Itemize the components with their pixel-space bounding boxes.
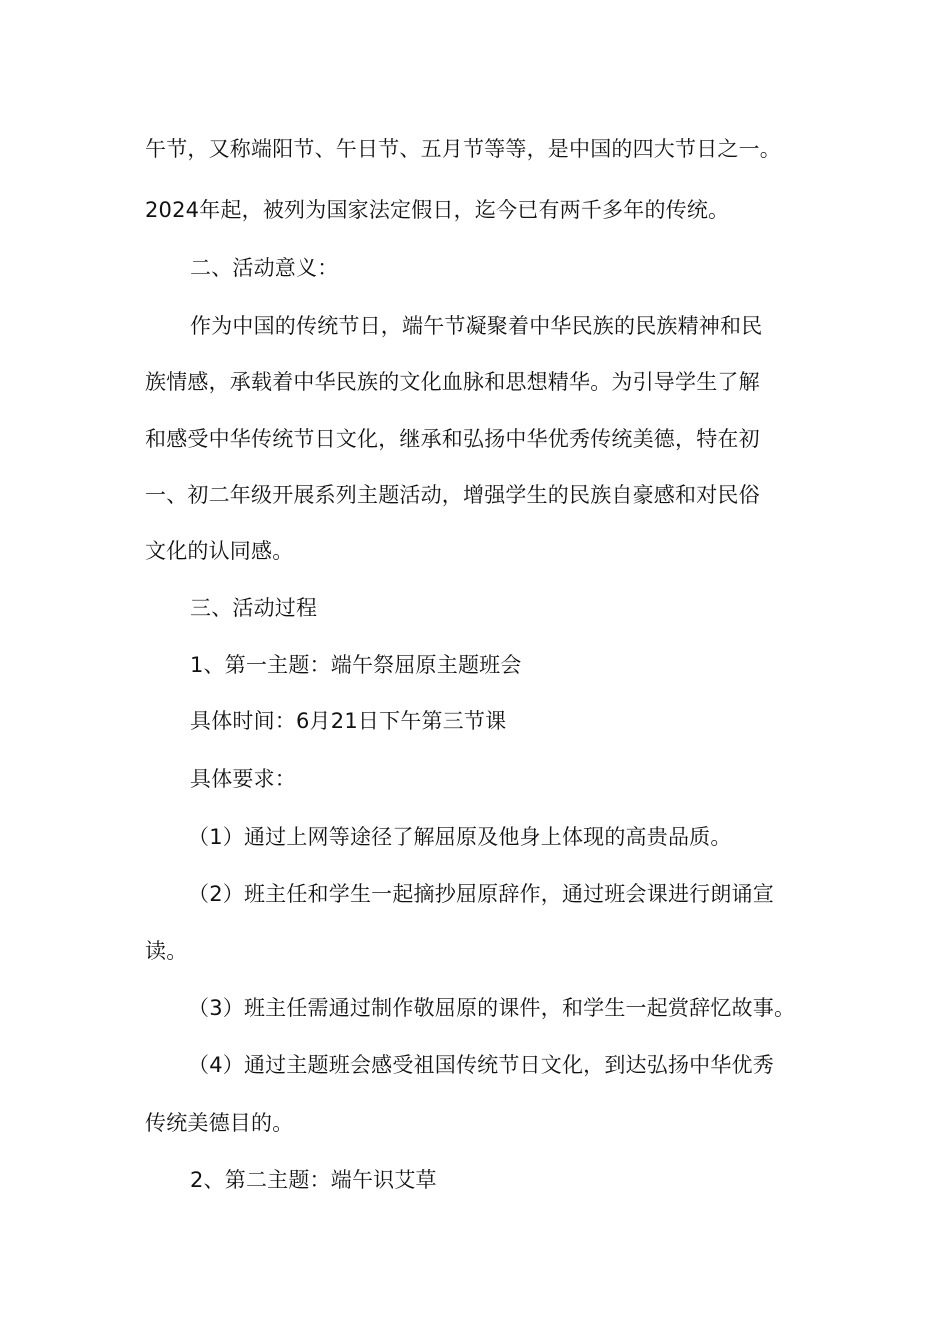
- topic-heading: 1、第一主题：端午祭屈原主题班会: [190, 653, 522, 677]
- list-item: （2）班主任和学生一起摘抄屈原辞作，通过班会课进行朗诵宣: [188, 882, 774, 906]
- list-item-continuation: 传统美德目的。: [145, 1111, 294, 1135]
- paragraph-line: 午节，又称端阳节、午日节、五月节等等，是中国的四大节日之一。: [145, 137, 781, 161]
- section-heading: 二、活动意义：: [190, 256, 339, 280]
- paragraph-line: 文化的认同感。: [145, 539, 294, 563]
- paragraph-line: 一、初二年级开展系列主题活动，增强学生的民族自豪感和对民俗: [145, 483, 760, 507]
- list-item-continuation: 读。: [145, 939, 188, 963]
- paragraph-line: 和感受中华传统节日文化，继承和弘扬中华优秀传统美德，特在初: [145, 427, 760, 451]
- section-heading: 三、活动过程: [190, 596, 318, 620]
- list-item: （3）班主任需通过制作敬屈原的课件，和学生一起赏辞忆故事。: [188, 996, 796, 1020]
- topic-heading: 2、第二主题：端午识艾草: [190, 1168, 437, 1192]
- list-item: （1）通过上网等途径了解屈原及他身上体现的高贵品质。: [188, 825, 732, 849]
- paragraph-line: 族情感，承载着中华民族的文化血脉和思想精华。为引导学生了解: [145, 370, 760, 394]
- list-item: （4）通过主题班会感受祖国传统节日文化，到达弘扬中华优秀: [188, 1053, 774, 1077]
- paragraph-line: 2024年起，被列为国家法定假日，迄今已有两千多年的传统。: [145, 198, 730, 222]
- paragraph-line: 具体要求：: [190, 767, 296, 791]
- paragraph-line: 作为中国的传统节日，端午节凝聚着中华民族的民族精神和民: [190, 314, 763, 338]
- paragraph-line: 具体时间：6月21日下午第三节课: [190, 709, 507, 733]
